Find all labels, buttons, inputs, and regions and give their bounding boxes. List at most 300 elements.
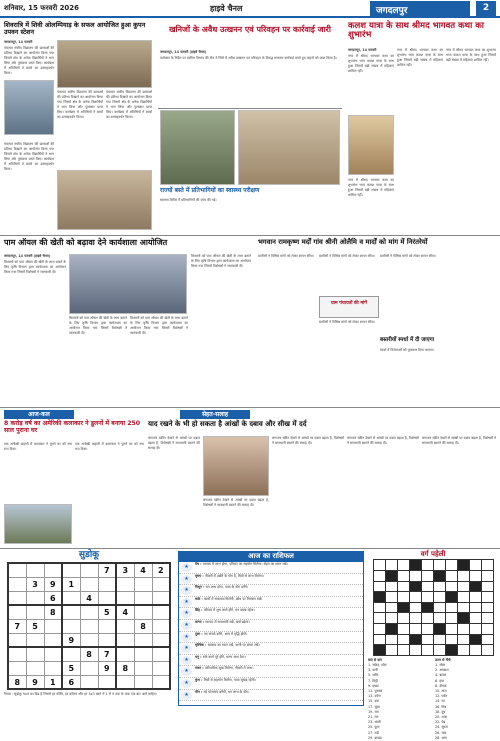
crossword-cell[interactable] — [385, 645, 397, 656]
sudoku-cell: 3 — [26, 577, 44, 591]
crossword-panel — [368, 550, 498, 740]
sudoku-cell — [26, 647, 44, 661]
crossword-cell[interactable] — [421, 560, 433, 571]
story8-body: एक अनोखी कहानी में कलाकार ने पुराने घर को नया रूप दिया। — [4, 442, 72, 451]
crossword-cell[interactable] — [457, 623, 469, 634]
story1-photo — [57, 40, 152, 88]
sudoku-cell — [134, 633, 152, 647]
story1-dateline: जगदलपुर, 14 फरवरी — [4, 40, 33, 44]
crossword-cell[interactable] — [373, 581, 385, 592]
sudoku-cell — [98, 591, 116, 605]
rashi-icon: ★ — [181, 644, 192, 653]
story6-body: ग्रामीणों ने विभिन्न मांगों को लेकर ज्ञापन सौंपा। — [258, 254, 314, 258]
sudoku-cell — [134, 577, 152, 591]
sudoku-cell — [8, 661, 26, 675]
story6-headline: भगवान रामकृष्ण मर्दों गांव श्रीनी ओलैमि व मार्दों को मांग में निरंतरेयों — [258, 238, 428, 246]
story9-photo — [203, 436, 269, 496]
crossword-cell[interactable] — [481, 592, 493, 603]
crossword-cell[interactable] — [469, 623, 481, 634]
rashi-text: नौकरी में उन्नति के योग हैं, मित्रों से लाभ मिलेगा। — [204, 573, 264, 578]
sudoku-rules: नियम : सुडोकू 9x9 का ग्रिड है जिसमें हर पंक्ति, हर कॉलम और हर 3x3 खाने में 1 से 9 तक के अंक एक बार आने चाहिए। — [4, 692, 158, 697]
rashi-name: कुंभ : — [195, 677, 204, 682]
crossword-clue: 19. रात — [368, 709, 379, 714]
crossword-clue: 10. तारा — [435, 688, 447, 693]
crossword-cell[interactable] — [421, 592, 433, 603]
rashi-text: परिवार में शुभ कार्य होंगे, मन प्रसन्न रहेगा। — [203, 608, 255, 613]
crossword-cell[interactable] — [433, 581, 445, 592]
rashi-text: रुके कार्य पूरे होंगे, भाग्य साथ देगा। — [202, 654, 246, 659]
sudoku-cell — [134, 675, 152, 689]
sudoku-cell — [152, 591, 170, 605]
sudoku-cell: 9 — [44, 577, 62, 591]
crossword-cell[interactable] — [385, 560, 397, 571]
sudoku-cell: 8 — [116, 661, 134, 675]
sudoku-cell — [116, 591, 134, 605]
sudoku-cell — [8, 633, 26, 647]
sudoku-cell — [8, 647, 26, 661]
crossword-clue: 1. सोना — [435, 662, 446, 667]
story8-body-col2: एक अनोखी कहानी में कलाकार ने पुराने घर को नया रूप दिया। — [75, 442, 144, 451]
sudoku-cell: 9 — [98, 661, 116, 675]
sudoku-cell: 8 — [80, 647, 98, 661]
crossword-cell[interactable] — [457, 613, 469, 624]
crossword-cell[interactable] — [445, 634, 457, 645]
story3-body-col3: नगर में श्रीमद भागवत कथा का शुभारंभ भव्य कलश यात्रा के साथ हुआ जिसमें बड़ी संख्या में महिलाएं शामिल रहीं। — [446, 48, 496, 62]
rashi-icon: ★ — [181, 609, 192, 618]
rashi-item — [179, 574, 363, 586]
rashi-item — [179, 666, 363, 678]
story4-headline: राज्यों बस्ते में प्रतिभागियों का स्वास्थ्य परीक्षण — [160, 187, 260, 194]
sudoku-cell — [8, 605, 26, 619]
crossword-cell[interactable] — [433, 570, 445, 581]
rashi-name: मकर : — [195, 666, 205, 671]
rashi-item — [179, 620, 363, 632]
crossword-cell[interactable] — [469, 602, 481, 613]
masthead — [0, 0, 500, 18]
crossword-cell[interactable] — [445, 623, 457, 634]
sudoku-row — [8, 563, 170, 577]
sudoku-cell — [44, 661, 62, 675]
story9-body: लगातार स्क्रीन देखने से आंखों पर दबाव बढ़ता है, विशेषज्ञों ने सावधानी बरतने की सलाह दी। — [148, 436, 200, 450]
sudoku-row — [8, 619, 170, 633]
story1-headline: शिवरात्रि में शिवी ओलम्पियाड़ के सफल आयोजित हुआ कुपन उपवन स्टेशन — [4, 21, 146, 36]
rashi-item — [179, 655, 363, 667]
crossword-cell[interactable] — [409, 602, 421, 613]
crossword-cell[interactable] — [457, 560, 469, 571]
story5-headline: पाम ऑयल की खेती को बढ़ावा देने कार्यशाला आयोजित — [4, 238, 168, 247]
crossword-cell[interactable] — [397, 634, 409, 645]
sudoku-cell — [152, 647, 170, 661]
rashi-icon: ★ — [181, 679, 192, 688]
rashi-name: मीन : — [195, 689, 204, 694]
sudoku-cell — [44, 647, 62, 661]
crossword-cell[interactable] — [385, 634, 397, 645]
crossword-cell[interactable] — [373, 560, 385, 571]
crossword-clue: 18. दूध — [435, 709, 446, 714]
crossword-cell[interactable] — [421, 613, 433, 624]
rashifal-panel — [178, 551, 364, 706]
sudoku-cell: 6 — [44, 591, 62, 605]
crossword-cell[interactable] — [457, 570, 469, 581]
story9-body-col3: लगातार स्क्रीन देखने से आंखों पर दबाव बढ़ता है, विशेषज्ञों ने सावधानी बरतने की सलाह दी। — [272, 436, 344, 445]
rashi-icon: ★ — [181, 667, 192, 676]
rashi-name: धनु : — [195, 654, 203, 659]
crossword-cell[interactable] — [421, 645, 433, 656]
crossword-cell[interactable] — [409, 592, 421, 603]
story1-body-col3: पंचायत स्तरीय विद्यालय की छात्राओं की प्रतिभा दिखाने का आयोजन किया गया जिसमें क्षेत्र के अनेक विद्यार्थियों ने भाग लिया और पुरस्कार प्राप्त किए। कार्यक्रम में अतिथियों ने बच्चों का उत्साहवर्धन किया। — [106, 90, 152, 119]
crossword-cell[interactable] — [481, 602, 493, 613]
rashi-text: नए संपर्क बनेंगे, आय में वृद्धि होगी। — [203, 631, 248, 636]
rashi-name: वृश्चिक : — [195, 643, 208, 648]
crossword-clue: 9. इच्छा — [368, 683, 379, 688]
crossword-row — [373, 602, 493, 613]
sudoku-cell — [62, 563, 80, 577]
crossword-row — [373, 623, 493, 634]
crossword-cell[interactable] — [385, 581, 397, 592]
crossword-clue: 2. आकाश — [435, 668, 449, 673]
story9-body-col2: लगातार स्क्रीन देखने से आंखों पर दबाव बढ़ता है, विशेषज्ञों ने सावधानी बरतने की सलाह दी। — [203, 498, 269, 507]
crossword-cell[interactable] — [409, 570, 421, 581]
crossword-clue: 13. दर्पण — [368, 694, 381, 699]
rashifal-title: आज का राशिफल — [179, 552, 363, 562]
crossword-clue: 23. धरती — [368, 720, 381, 725]
crossword-cell[interactable] — [373, 570, 385, 581]
story5-body-col2: किसानों को पाम ऑयल की खेती के लाभ बताने के लिए कृषि विभाग द्वारा कार्यशाला का आयोजन किया गया जिसमें विशेषज्ञों ने जानकारी दी। — [69, 316, 127, 335]
sudoku-cell — [44, 619, 62, 633]
crossword-cell[interactable] — [397, 613, 409, 624]
story3-dateline: जगदलपुर, 14 फरवरी — [348, 48, 377, 52]
story2-dateline: जगदलपुर, 14 फरवरी (हाइवे चैनल) — [160, 50, 207, 54]
crossword-cell[interactable] — [421, 570, 433, 581]
sudoku-cell — [26, 661, 44, 675]
paper-name: हाइवे चैनल — [210, 4, 243, 13]
crossword-cell[interactable] — [433, 634, 445, 645]
sudoku-cell — [152, 675, 170, 689]
sudoku-cell — [62, 591, 80, 605]
sudoku-cell — [80, 563, 98, 577]
crossword-cell[interactable] — [433, 645, 445, 656]
crossword-across — [368, 658, 432, 741]
story6-body-col3: ग्रामीणों ने विभिन्न मांगों को लेकर ज्ञापन सौंपा। — [319, 320, 375, 324]
sudoku-cell — [134, 605, 152, 619]
story3-text: नगर में श्रीमद भागवत कथा का शुभारंभ भव्य कलश यात्रा के साथ हुआ जिसमें बड़ी संख्या में महिलाएं शामिल रहीं। — [348, 54, 394, 73]
crossword-cell[interactable] — [433, 560, 445, 571]
rashi-text: नई योजनाएं बनेंगी, धन लाभ के योग। — [203, 689, 250, 694]
crossword-clue: 29. कपड़ा — [368, 735, 382, 740]
divider — [0, 235, 500, 236]
crossword-cell[interactable] — [409, 645, 421, 656]
crossword-cell[interactable] — [421, 634, 433, 645]
rashi-text: धन लाभ होगा, यात्रा के योग बनेंगे। — [205, 585, 249, 590]
story9-headline: याद रखने के भी हो सकता है आंखों के दबाव और सीख में दर्द — [148, 420, 307, 428]
sudoku-row — [8, 661, 170, 675]
sudoku-cell — [134, 661, 152, 675]
sudoku-cell — [98, 633, 116, 647]
story1-photo3 — [57, 170, 152, 230]
story8-photo — [4, 504, 72, 544]
crossword-cell[interactable] — [469, 645, 481, 656]
crossword-cell[interactable] — [481, 645, 493, 656]
crossword-clue: 12. पर्वत — [435, 694, 448, 699]
crossword-cell[interactable] — [397, 623, 409, 634]
story1-body-col2: पंचायत स्तरीय विद्यालय की छात्राओं की प्रतिभा दिखाने का आयोजन किया गया जिसमें क्षेत्र के अनेक विद्यार्थियों ने भाग लिया और पुरस्कार प्राप्त किए। कार्यक्रम में अतिथियों ने बच्चों का उत्साहवर्धन किया। — [57, 90, 103, 119]
rashi-icon: ★ — [181, 691, 192, 700]
story4-body: स्वास्थ्य शिविर में प्रतिभागियों की जांच की गई। — [160, 198, 217, 202]
crossword-row — [373, 613, 493, 624]
story3-body-col2: नगर में श्रीमद भागवत कथा का शुभारंभ भव्य कलश यात्रा के साथ हुआ जिसमें बड़ी संख्या में महिलाएं शामिल रहीं। — [397, 48, 443, 67]
sudoku-cell — [44, 633, 62, 647]
crossword-cell[interactable] — [397, 581, 409, 592]
story3-body-col4: नगर में श्रीमद भागवत कथा का शुभारंभ भव्य कलश यात्रा के साथ हुआ जिसमें बड़ी संख्या में महिलाएं शामिल रहीं। — [348, 178, 394, 197]
crossword-cell[interactable] — [445, 602, 457, 613]
crossword-cell[interactable] — [409, 623, 421, 634]
rashi-name: तुला : — [195, 631, 204, 636]
across-title: बाएं से दाएं — [368, 657, 382, 662]
crossword-clue: 22. पेड़ — [435, 720, 446, 725]
crossword-cell[interactable] — [421, 623, 433, 634]
story5-body-col3: किसानों को पाम ऑयल की खेती के लाभ बताने के लिए कृषि विभाग द्वारा कार्यशाला का आयोजन किया गया जिसमें विशेषज्ञों ने जानकारी दी। — [130, 316, 188, 335]
rashi-item — [179, 690, 363, 702]
rashifal-list — [179, 562, 363, 701]
crossword-cell[interactable] — [409, 581, 421, 592]
rashi-item — [179, 608, 363, 620]
rashi-name: वृषभ : — [195, 573, 205, 578]
story2-headline: खनिजों के अवैध उत्खनन एवं परिवहन पर कार्रवाई जारी — [168, 25, 331, 34]
crossword-cell[interactable] — [457, 645, 469, 656]
crossword-cell[interactable] — [385, 570, 397, 581]
story9-body-col5: लगातार स्क्रीन देखने से आंखों पर दबाव बढ़ता है, विशेषज्ञों ने सावधानी बरतने की सलाह दी। — [422, 436, 496, 445]
sudoku-cell: 4 — [80, 591, 98, 605]
rashi-text: मित्रों से सहयोग मिलेगा, यात्रा सुखद रहेगी। — [203, 677, 256, 682]
sudoku-cell — [116, 647, 134, 661]
story2-photo — [160, 110, 235, 185]
story6-subhead: ग्राम पंचायतों की मांगें — [331, 301, 367, 306]
sudoku-cell: 5 — [62, 661, 80, 675]
sudoku-cell — [152, 577, 170, 591]
sudoku-cell: 7 — [8, 619, 26, 633]
crossword-cell[interactable] — [373, 602, 385, 613]
sudoku-cell — [152, 619, 170, 633]
crossword-cell[interactable] — [373, 645, 385, 656]
sudoku-cell — [80, 661, 98, 675]
sudoku-row — [8, 633, 170, 647]
sudoku-cell: 2 — [152, 563, 170, 577]
sudoku-cell: 1 — [44, 675, 62, 689]
sudoku-row — [8, 675, 170, 689]
crossword-cell[interactable] — [373, 613, 385, 624]
crossword-cell[interactable] — [409, 634, 421, 645]
crossword-clue: 8. दीपक — [435, 683, 447, 688]
crossword-cell[interactable] — [481, 623, 493, 634]
sudoku-cell: 5 — [26, 619, 44, 633]
sudoku-row — [8, 647, 170, 661]
crossword-cell[interactable] — [469, 560, 481, 571]
sudoku-cell — [26, 591, 44, 605]
sudoku-cell — [116, 633, 134, 647]
divider — [158, 108, 342, 109]
crossword-cell[interactable] — [397, 560, 409, 571]
story5-text: किसानों को पाम ऑयल की खेती के लाभ बताने के लिए कृषि विभाग द्वारा कार्यशाला का आयोजन किया गया जिसमें विशेषज्ञों ने जानकारी दी। — [4, 260, 66, 274]
sudoku-cell: 7 — [98, 647, 116, 661]
sudoku-cell — [152, 633, 170, 647]
crossword-cell[interactable] — [457, 592, 469, 603]
crossword-cell[interactable] — [481, 613, 493, 624]
crossword-row — [373, 645, 493, 656]
crossword-cell[interactable] — [433, 592, 445, 603]
sudoku-title: सुडोकू — [78, 550, 100, 560]
story5-body-col4: किसानों को पाम ऑयल की खेती के लाभ बताने के लिए कृषि विभाग द्वारा कार्यशाला का आयोजन किया गया जिसमें विशेषज्ञों ने जानकारी दी। — [191, 254, 251, 268]
story2-body — [160, 50, 340, 105]
page-number: 2 — [476, 1, 496, 16]
sudoku-cell — [116, 619, 134, 633]
crossword-clue: 4. बादल — [435, 673, 447, 678]
sudoku-row — [8, 577, 170, 591]
crossword-row — [373, 570, 493, 581]
sudoku-cell — [98, 577, 116, 591]
crossword-cell[interactable] — [481, 560, 493, 571]
story7-body: स्पर्धा में विजेताओं को पुरस्कार दिया जाएगा। — [380, 348, 435, 352]
story9-label: सेहत-सलाह — [180, 410, 250, 419]
crossword-cell[interactable] — [385, 613, 397, 624]
sudoku-cell: 4 — [116, 605, 134, 619]
crossword-cell[interactable] — [457, 634, 469, 645]
crossword-cell[interactable] — [421, 581, 433, 592]
crossword-cell[interactable] — [445, 570, 457, 581]
sudoku-cell — [8, 577, 26, 591]
sudoku-cell: 6 — [62, 675, 80, 689]
crossword-cell[interactable] — [469, 592, 481, 603]
sudoku-cell — [8, 563, 26, 577]
story9-body-col4: लगातार स्क्रीन देखने से आंखों पर दबाव बढ़ता है, विशेषज्ञों ने सावधानी बरतने की सलाह दी। — [347, 436, 419, 445]
crossword-cell[interactable] — [481, 570, 493, 581]
story8-label: आज-कल — [4, 410, 74, 419]
sudoku-cell: 8 — [134, 619, 152, 633]
sudoku-cell — [116, 577, 134, 591]
story6-body-col2: ग्रामीणों ने विभिन्न मांगों को लेकर ज्ञापन सौंपा। — [319, 254, 375, 258]
crossword-clue: 11. पुस्तक — [368, 688, 383, 693]
sudoku-cell: 3 — [116, 563, 134, 577]
sudoku-row — [8, 591, 170, 605]
crossword-cell[interactable] — [397, 645, 409, 656]
sudoku-row — [8, 605, 170, 619]
crossword-cell[interactable] — [445, 592, 457, 603]
crossword-cell[interactable] — [385, 602, 397, 613]
crossword-cell[interactable] — [409, 613, 421, 624]
rashi-text: पारिवारिक सुख मिलेगा, नौकरी में लाभ। — [204, 666, 254, 671]
sudoku-cell: 4 — [134, 563, 152, 577]
crossword-cell[interactable] — [469, 634, 481, 645]
crossword-cell[interactable] — [409, 560, 421, 571]
crossword-row — [373, 560, 493, 571]
crossword-cell[interactable] — [373, 592, 385, 603]
crossword-clue: 1. सफेद, श्वेत — [368, 662, 387, 667]
crossword-clue: 21. मन — [368, 714, 379, 719]
crossword-cell[interactable] — [433, 602, 445, 613]
crossword-cell[interactable] — [397, 570, 409, 581]
story2-text: कलेक्टर के निर्देश पर खनिज विभाग की टीम ने जिले में अवैध उत्खनन एवं परिवहन के विरुद्ध लगातार कार्रवाई करते हुए वाहनों को जब्त किया है। — [160, 56, 337, 60]
crossword-cell[interactable] — [421, 602, 433, 613]
story2-photo2 — [238, 110, 340, 185]
crossword-cell[interactable] — [397, 592, 409, 603]
story5-dateline: जगदलपुर, 14 फरवरी (हाइवे चैनल) — [4, 254, 51, 258]
crossword-row — [373, 592, 493, 603]
sudoku-cell — [8, 591, 26, 605]
rashi-item — [179, 678, 363, 690]
crossword-row — [373, 634, 493, 645]
sudoku-cell — [80, 605, 98, 619]
divider — [0, 407, 500, 408]
rashi-name: कन्या : — [195, 619, 206, 624]
rashi-icon: ★ — [181, 598, 192, 607]
sudoku-cell — [152, 605, 170, 619]
sudoku-cell — [80, 619, 98, 633]
sudoku-cell: 5 — [98, 605, 116, 619]
crossword-cell[interactable] — [445, 560, 457, 571]
sudoku-cell: 7 — [98, 563, 116, 577]
crossword-clue: 6. हवा — [435, 678, 444, 683]
crossword-cell[interactable] — [385, 623, 397, 634]
crossword-cell[interactable] — [373, 634, 385, 645]
story6-subhead-box — [319, 296, 379, 318]
rashi-icon: ★ — [181, 586, 192, 595]
rashi-icon: ★ — [181, 575, 192, 584]
crossword-cell[interactable] — [445, 613, 457, 624]
sudoku-cell — [80, 577, 98, 591]
crossword-cell[interactable] — [445, 581, 457, 592]
rashi-name: कर्क : — [195, 596, 204, 601]
crossword-cell[interactable] — [481, 634, 493, 645]
crossword-cell[interactable] — [481, 581, 493, 592]
crossword-clue: 26. चांद — [435, 730, 447, 735]
crossword-clue: 15. दया — [368, 699, 380, 704]
story7-headline: बस्तरीयों स्पर्धा में दी जाएगा — [380, 337, 435, 343]
sudoku-cell — [98, 619, 116, 633]
crossword-clue: 7. मिट्टी — [368, 678, 378, 683]
crossword-cell[interactable] — [397, 602, 409, 613]
rashi-name: सिंह : — [195, 608, 204, 613]
sudoku-cell — [152, 661, 170, 675]
story3-photo — [348, 115, 394, 175]
crossword-clue: 20. राजा — [435, 714, 448, 719]
crossword-cell[interactable] — [469, 581, 481, 592]
sudoku-cell — [98, 675, 116, 689]
crossword-clue: 24. सूरज — [435, 725, 448, 730]
city-banner: जगदलपुर — [370, 1, 470, 16]
crossword-clue: 16. मित्र — [435, 704, 447, 709]
story5-photo — [69, 254, 187, 314]
sudoku-cell — [26, 563, 44, 577]
sudoku-cell: 9 — [62, 633, 80, 647]
crossword-cell[interactable] — [457, 581, 469, 592]
story8-headline: 8 करोड़ वर्ष का अमेरिकी कलाकार ने डूलनों में बनाया 250 साल पुराना घर — [4, 420, 141, 434]
sudoku-cell — [62, 605, 80, 619]
rashi-text: स्वास्थ्य का ध्यान रखें, वाणी पर संयम रखें। — [207, 643, 260, 648]
crossword-cell[interactable] — [469, 570, 481, 581]
story1-photo2 — [4, 80, 54, 135]
story5-body — [4, 254, 66, 404]
sudoku-cell — [44, 563, 62, 577]
crossword-cell[interactable] — [469, 613, 481, 624]
crossword-row — [373, 581, 493, 592]
crossword-cell[interactable] — [445, 645, 457, 656]
rashi-item — [179, 562, 363, 574]
crossword-cell[interactable] — [385, 592, 397, 603]
crossword-cell[interactable] — [433, 613, 445, 624]
sudoku-cell — [134, 647, 152, 661]
crossword-cell[interactable] — [433, 623, 445, 634]
crossword-cell[interactable] — [457, 602, 469, 613]
crossword-cell[interactable] — [373, 623, 385, 634]
